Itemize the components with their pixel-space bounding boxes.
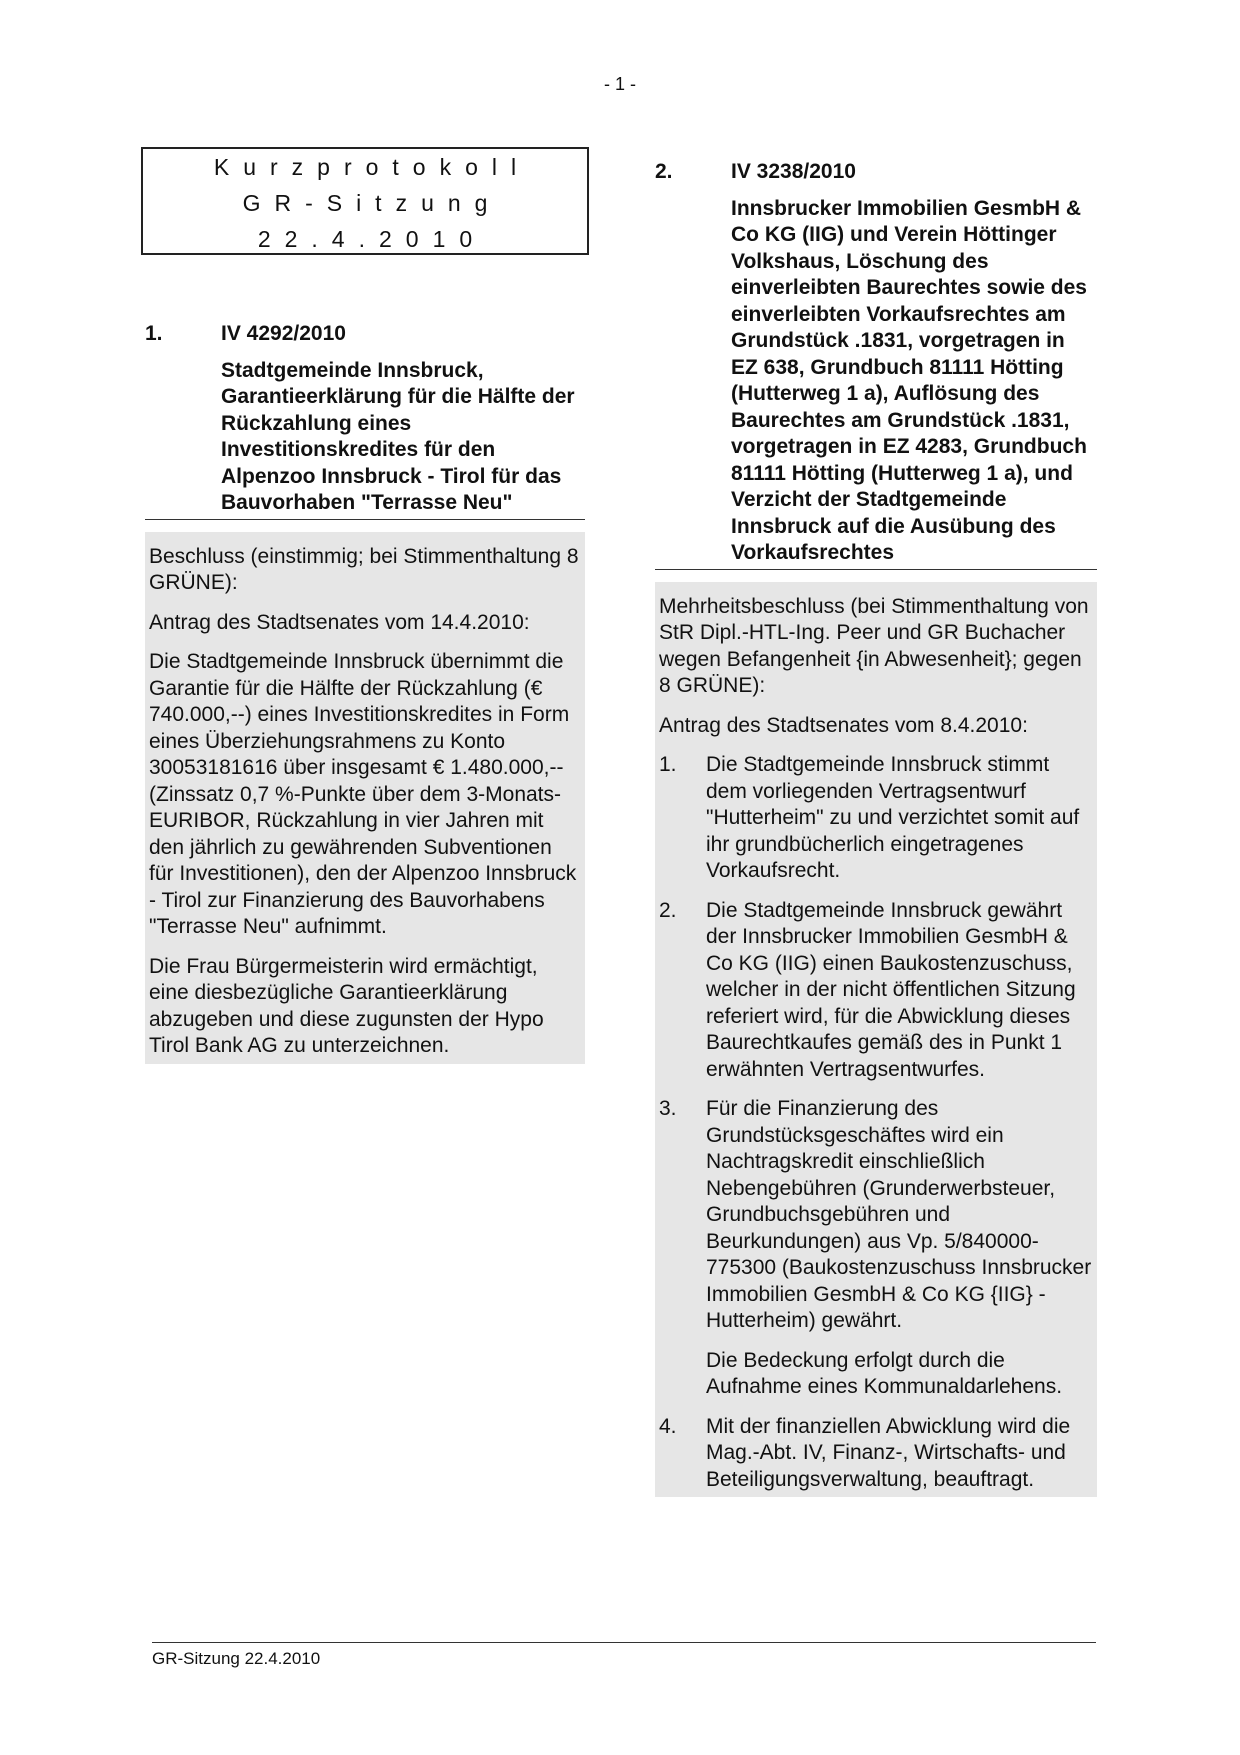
list-item <box>659 898 1093 1084</box>
item-2-number: 2. <box>655 160 673 183</box>
item-2-motion: Antrag des Stadtsenates vom 8.4.2010: <box>659 713 1028 737</box>
page-footer: GR-Sitzung 22.4.2010 <box>152 1642 1096 1669</box>
item-2-title: Innsbrucker Immobilien GesmbH & Co KG (IIG) und Verein Höttinger Volkshaus, Löschung des einverleibten Baurechtes sowie des einverleibten Vorkaufsrechtes am Grundstück .1831, vorgetragen in EZ 638, Grundbuch 81111 Hötting (Hutterweg 1 a), Auflösung des Baurechtes am Grundstück .1831, vorgetragen in EZ 4283, Grundbuch 81111 Hötting (Hutterweg 1 a), und Verzicht der Stadtgemeinde Innsbruck auf die Ausübung des Vorkaufsrechtes <box>731 196 1087 564</box>
point-text: Die Stadtgemeinde Innsbruck gewährt der Innsbrucker Immobilien GesmbH & Co KG (IIG) einen Baukostenzuschuss, welcher in der nicht öffentlichen Sitzung referiert wird, für die Abwicklung dieses Baurechtkaufes gemäß des in Punkt 1 erwähnten Vertragsentwurfes. <box>706 898 1076 1081</box>
item-1-paragraph-1: Die Stadtgemeinde Innsbruck übernimmt die Garantie für die Hälfte der Rückzahlung (€ 740.000,--) eines Investitionskredites in Form eines Überziehungsrahmens zu Konto 30053181616 über insgesamt € 1.480.000,-- (Zinssatz 0,7 %-Punkte über dem 3-Monats-EURIBOR, Rückzahlung in vier Jahren mit den jährlich zu gewährenden Subventionen für Investitionen), den der Alpenzoo Innsbruck - Tirol zur Finanzierung des Bauvorhabens "Terrasse Neu" aufnimmt. <box>149 650 577 938</box>
point-extra-text: Die Bedeckung erfolgt durch die Aufnahme eines Kommunaldarlehens. <box>706 1348 1063 1398</box>
item-1-reference: IV 4292/2010 <box>221 322 346 345</box>
item-2-decision-block <box>655 582 1097 1498</box>
point-text: Die Stadtgemeinde Innsbruck stimmt dem vorliegenden Vertragsentwurf "Hutterheim" zu und verzichtet somit auf ihr grundbücherlich eingetragenes Vorkaufsrecht. <box>706 753 1080 882</box>
item-2-header <box>655 159 1097 186</box>
page-number: - 1 - <box>603 74 636 94</box>
point-text: Mit der finanziellen Abwicklung wird die Mag.-Abt. IV, Finanz-, Wirtschafts- und Beteiligungsverwaltung, beauftragt. <box>706 1414 1071 1491</box>
item-1-resolution: Beschluss (einstimmig; bei Stimmenthaltung 8 GRÜNE): <box>149 544 579 594</box>
point-number: 4. <box>659 1414 677 1438</box>
item-2-divider <box>655 569 1097 570</box>
item-2-points <box>659 752 1093 1493</box>
title-line-2: GR-Sitzung <box>242 190 502 216</box>
point-text: Für die Finanzierung des Grundstücksgeschäftes wird ein Nachtragskredit einschließlich Nebengebühren (Grunderwerbsteuer, Grundbuchsgebühren und Beurkundungen) aus Vp. 5/840000-775300 (Baukostenzuschuss Innsbrucker Immobilien GesmbH & Co KG {IIG} - Hutterheim) gewährt. <box>706 1097 1092 1332</box>
agenda-item-1 <box>145 321 585 1064</box>
title-line-1: Kurzprotokoll <box>213 154 531 180</box>
list-item <box>659 1096 1093 1401</box>
item-1-paragraph-2: Die Frau Bürgermeisterin wird ermächtigt, eine diesbezügliche Garantieerklärung abzugeben und diese zugunsten der Hypo Tirol Bank AG zu unterzeichnen. <box>149 954 544 1057</box>
item-1-motion: Antrag des Stadtsenates vom 14.4.2010: <box>149 610 530 634</box>
item-1-header <box>145 321 585 348</box>
item-1-divider <box>145 519 585 520</box>
title-line-3: 22.4.2010 <box>257 226 487 252</box>
item-1-number: 1. <box>145 322 163 345</box>
point-number: 2. <box>659 898 677 922</box>
item-2-resolution: Mehrheitsbeschluss (bei Stimmenthaltung von StR Dipl.-HTL-Ing. Peer und GR Buchacher wegen Befangenheit {in Abwesenheit}; gegen 8 GRÜNE): <box>659 594 1089 697</box>
point-number: 3. <box>659 1097 677 1120</box>
list-item <box>659 752 1093 885</box>
point-number: 1. <box>659 753 677 776</box>
list-item <box>659 1414 1093 1494</box>
document-title-box <box>141 147 589 255</box>
item-2-reference: IV 3238/2010 <box>731 160 856 183</box>
agenda-item-2 <box>655 159 1097 1497</box>
item-1-title: Stadtgemeinde Innsbruck, Garantieerklärung für die Hälfte der Rückzahlung eines Investitionskredites für den Alpenzoo Innsbruck - Tirol für das Bauvorhaben "Terrasse Neu" <box>221 358 575 514</box>
item-1-decision-block <box>145 532 585 1064</box>
